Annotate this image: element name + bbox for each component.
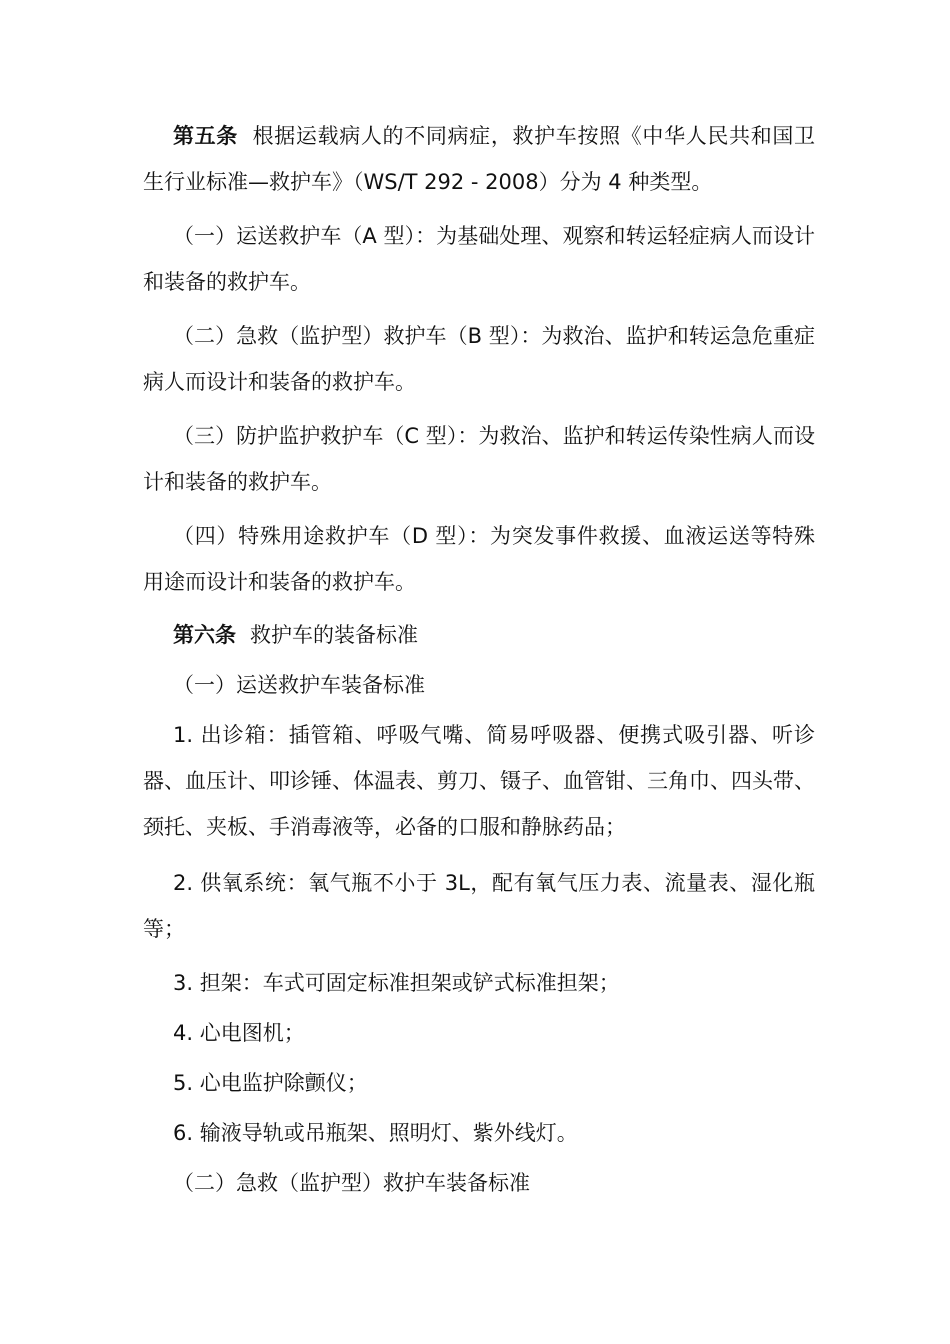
article-5-paragraph xyxy=(143,113,815,205)
article-5-text: 根据运载病人的不同病症，救护车按照《中华人民共和国卫生行业标准—救护车》（WS/T 292 - 2008）分为 4 种类型。 xyxy=(143,124,816,194)
article-6-heading: 第六条 xyxy=(173,623,236,647)
article-6-text: 救护车的装备标准 xyxy=(250,623,418,647)
article-6-paragraph xyxy=(143,612,815,658)
item-1-paragraph: 1. 出诊箱：插管箱、呼吸气嘴、简易呼吸器、便携式吸引器、听诊器、血压计、叩诊锤、体温表、剪刀、镊子、血管钳、三角巾、四头带、颈托、夹板、手消毒液等，必备的口服和静脉药品； xyxy=(143,723,815,839)
item-2-paragraph: 2. 供氧系统：氧气瓶不小于 3L，配有氧气压力表、流量表、湿化瓶等； xyxy=(143,871,815,941)
type-b-paragraph: （二）急救（监护型）救护车（B 型）：为救治、监护和转运急危重症病人而设计和装备的救护车。 xyxy=(143,324,815,394)
section-1-title: （一）运送救护车装备标准 xyxy=(173,673,425,697)
type-c-paragraph: （三）防护监护救护车（C 型）：为救治、监护和转运传染性病人而设计和装备的救护车。 xyxy=(143,424,815,494)
type-d-paragraph: （四）特殊用途救护车（D 型）：为突发事件救援、血液运送等特殊用途而设计和装备的救护车。 xyxy=(143,524,815,594)
section-2-title: （二）急救（监护型）救护车装备标准 xyxy=(173,1171,530,1195)
item-3-paragraph: 3. 担架：车式可固定标准担架或铲式标准担架； xyxy=(173,971,620,995)
item-4-paragraph: 4. 心电图机； xyxy=(173,1021,305,1045)
article-5-heading: 第五条 xyxy=(173,124,238,148)
type-a-paragraph: （一）运送救护车（A 型）：为基础处理、观察和转运轻症病人而设计和装备的救护车。 xyxy=(143,224,815,294)
item-6-paragraph: 6. 输液导轨或吊瓶架、照明灯、紫外线灯。 xyxy=(173,1121,578,1145)
item-5-paragraph: 5. 心电监护除颤仪； xyxy=(173,1071,368,1095)
